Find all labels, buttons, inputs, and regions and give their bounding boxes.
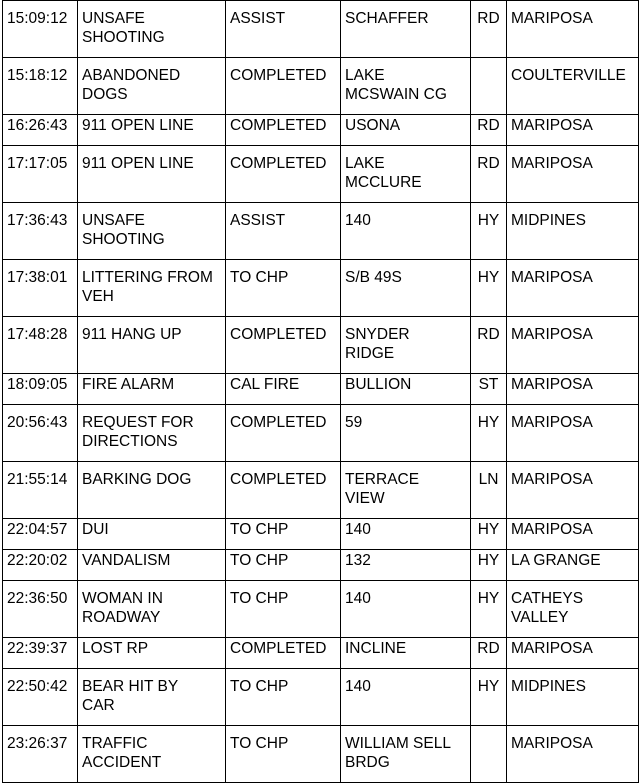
location-cell: 59	[341, 405, 471, 462]
disposition-cell: COMPLETED	[226, 317, 341, 374]
incident-cell: REQUEST FOR DIRECTIONS	[78, 405, 226, 462]
table-row	[3, 115, 639, 146]
location-cell: 140	[341, 519, 471, 550]
disposition-cell: ASSIST	[226, 203, 341, 260]
location-cell: SCHAFFER	[341, 1, 471, 58]
time-cell: 20:56:43	[3, 405, 78, 462]
location-cell: 140	[341, 581, 471, 638]
location-cell: TERRACE VIEW	[341, 462, 471, 519]
street-type-cell: LN	[471, 462, 507, 519]
city-cell: COULTERVILLE	[507, 58, 639, 115]
location-cell: 132	[341, 550, 471, 581]
street-type-cell	[471, 58, 507, 115]
city-cell: MARIPOSA	[507, 317, 639, 374]
city-cell: MARIPOSA	[507, 638, 639, 669]
time-cell: 22:50:42	[3, 669, 78, 726]
incident-log-table	[2, 0, 639, 783]
city-cell: MARIPOSA	[507, 146, 639, 203]
street-type-cell: HY	[471, 550, 507, 581]
street-type-cell: HY	[471, 669, 507, 726]
disposition-cell: TO CHP	[226, 519, 341, 550]
disposition-cell: CAL FIRE	[226, 374, 341, 405]
disposition-cell: TO CHP	[226, 550, 341, 581]
city-cell: MIDPINES	[507, 669, 639, 726]
time-cell: 17:17:05	[3, 146, 78, 203]
table-row	[3, 550, 639, 581]
time-cell: 15:18:12	[3, 58, 78, 115]
street-type-cell: HY	[471, 260, 507, 317]
disposition-cell: ASSIST	[226, 1, 341, 58]
table-row	[3, 317, 639, 374]
street-type-cell: RD	[471, 115, 507, 146]
time-cell: 16:26:43	[3, 115, 78, 146]
street-type-cell: RD	[471, 317, 507, 374]
time-cell: 18:09:05	[3, 374, 78, 405]
street-type-cell	[471, 726, 507, 783]
location-cell: S/B 49S	[341, 260, 471, 317]
street-type-cell: HY	[471, 581, 507, 638]
table-row	[3, 405, 639, 462]
city-cell: MARIPOSA	[507, 726, 639, 783]
location-cell: BULLION	[341, 374, 471, 405]
location-cell: USONA	[341, 115, 471, 146]
city-cell: MARIPOSA	[507, 519, 639, 550]
city-cell: MARIPOSA	[507, 1, 639, 58]
time-cell: 22:36:50	[3, 581, 78, 638]
table-row	[3, 374, 639, 405]
street-type-cell: RD	[471, 638, 507, 669]
table-row	[3, 203, 639, 260]
street-type-cell: RD	[471, 1, 507, 58]
street-type-cell: RD	[471, 146, 507, 203]
location-cell: LAKE MCSWAIN CG	[341, 58, 471, 115]
street-type-cell: HY	[471, 405, 507, 462]
incident-cell: DUI	[78, 519, 226, 550]
street-type-cell: ST	[471, 374, 507, 405]
location-cell: WILLIAM SELL BRDG	[341, 726, 471, 783]
street-type-cell: HY	[471, 203, 507, 260]
incident-cell: BEAR HIT BY CAR	[78, 669, 226, 726]
city-cell: MIDPINES	[507, 203, 639, 260]
time-cell: 22:20:02	[3, 550, 78, 581]
location-cell: SNYDER RIDGE	[341, 317, 471, 374]
incident-log-body	[3, 1, 639, 783]
incident-cell: TRAFFIC ACCIDENT	[78, 726, 226, 783]
table-row	[3, 260, 639, 317]
disposition-cell: TO CHP	[226, 669, 341, 726]
incident-cell: 911 OPEN LINE	[78, 115, 226, 146]
city-cell: MARIPOSA	[507, 374, 639, 405]
time-cell: 17:36:43	[3, 203, 78, 260]
table-row	[3, 638, 639, 669]
incident-cell: 911 OPEN LINE	[78, 146, 226, 203]
incident-cell: BARKING DOG	[78, 462, 226, 519]
disposition-cell: COMPLETED	[226, 58, 341, 115]
city-cell: MARIPOSA	[507, 115, 639, 146]
incident-cell: LOST RP	[78, 638, 226, 669]
disposition-cell: TO CHP	[226, 581, 341, 638]
incident-cell: LITTERING FROM VEH	[78, 260, 226, 317]
incident-cell: FIRE ALARM	[78, 374, 226, 405]
table-row	[3, 581, 639, 638]
time-cell: 17:38:01	[3, 260, 78, 317]
disposition-cell: COMPLETED	[226, 146, 341, 203]
table-row	[3, 519, 639, 550]
city-cell: MARIPOSA	[507, 462, 639, 519]
disposition-cell: TO CHP	[226, 260, 341, 317]
time-cell: 22:39:37	[3, 638, 78, 669]
incident-cell: ABANDONED DOGS	[78, 58, 226, 115]
incident-cell: UNSAFE SHOOTING	[78, 1, 226, 58]
location-cell: LAKE MCCLURE	[341, 146, 471, 203]
disposition-cell: TO CHP	[226, 726, 341, 783]
table-row	[3, 146, 639, 203]
table-row	[3, 58, 639, 115]
city-cell: LA GRANGE	[507, 550, 639, 581]
disposition-cell: COMPLETED	[226, 638, 341, 669]
location-cell: INCLINE	[341, 638, 471, 669]
city-cell: MARIPOSA	[507, 405, 639, 462]
time-cell: 17:48:28	[3, 317, 78, 374]
incident-cell: 911 HANG UP	[78, 317, 226, 374]
location-cell: 140	[341, 203, 471, 260]
table-row	[3, 1, 639, 58]
disposition-cell: COMPLETED	[226, 115, 341, 146]
incident-cell: WOMAN IN ROADWAY	[78, 581, 226, 638]
time-cell: 23:26:37	[3, 726, 78, 783]
disposition-cell: COMPLETED	[226, 405, 341, 462]
time-cell: 22:04:57	[3, 519, 78, 550]
location-cell: 140	[341, 669, 471, 726]
incident-cell: UNSAFE SHOOTING	[78, 203, 226, 260]
city-cell: CATHEYS VALLEY	[507, 581, 639, 638]
time-cell: 15:09:12	[3, 1, 78, 58]
incident-cell: VANDALISM	[78, 550, 226, 581]
table-row	[3, 462, 639, 519]
table-row	[3, 669, 639, 726]
disposition-cell: COMPLETED	[226, 462, 341, 519]
city-cell: MARIPOSA	[507, 260, 639, 317]
time-cell: 21:55:14	[3, 462, 78, 519]
table-row	[3, 726, 639, 783]
street-type-cell: HY	[471, 519, 507, 550]
